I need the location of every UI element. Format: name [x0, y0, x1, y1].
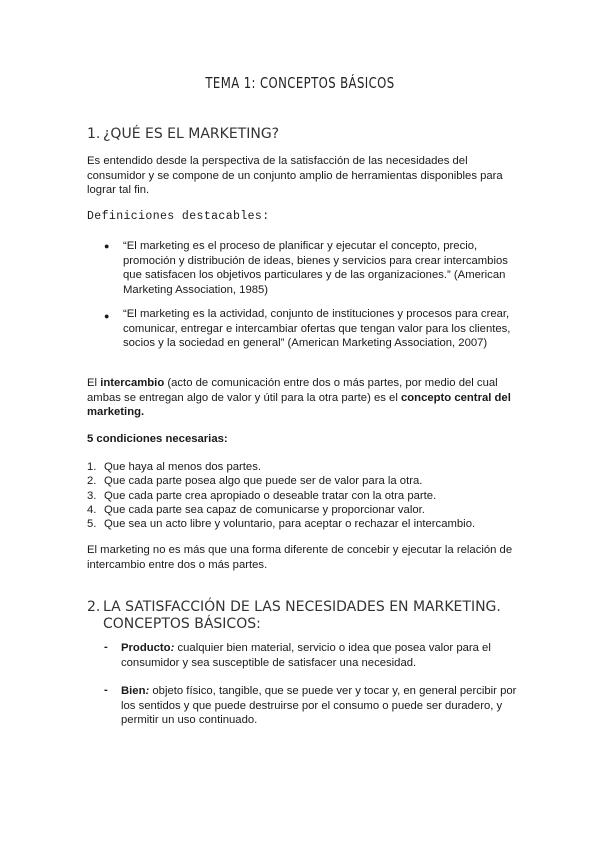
dash-marker: -: [104, 684, 108, 696]
section-1-number: 1.: [87, 126, 101, 142]
exchange-pre: El: [87, 377, 101, 389]
term-bien: Bien: [121, 685, 146, 697]
exchange-paragraph: [87, 376, 517, 420]
conditions-label: 5 condiciones necesarias:: [87, 433, 228, 445]
definitions-label: Definiciones destacables:: [87, 210, 270, 223]
exchange-mid: (acto de comunicación entre dos o más partes, por medio del cual ambas se entregan algo de valor y útil para la otra parte) es el: [87, 377, 498, 404]
bullet-icon: ●: [104, 311, 110, 321]
definition-bien: Bien: objeto físico, tangible, que se puede ver y tocar y, en general percibir por los sentidos y que puede destruirse por el consumo o puede ser duradero, y permitir un uso continuado.: [121, 685, 517, 727]
section-2-number: 2.: [87, 599, 101, 615]
document-page: TEMA 1: CONCEPTOS BÁSICOS 1. ¿QUÉ ES EL MARKETING? Es entendido desde la perspectiva de la satisfacción de las necesidades del consumidor y se compone de un conjunto amplio de herramientas disponibles para lograr tal fin. Definiciones destacables: ● “El marketing es el proceso de planificar y ejecutar el concepto, precio, promoción y distribución de ideas, bienes y servicios para crear intercambios que satisfacen los objetivos particulares y de las organizaciones.” (American Marketing Association, 1985) ● “El marketing es la actividad, conjunto de instituciones y procesos para crear, comunicar, entregar e intercambiar ofertas que tengan valor para los clientes, socios y la sociedad en general” (American Marketing Association, 2007) El intercambio (acto de comunicación entre dos o más partes, por medio del cual ambas se entregan algo de valor y útil para la otra parte) es el concepto central del marketing. 5 condiciones necesarias: 1. Que haya al menos dos partes. 2. Que cada parte posea algo que puede ser de valor para la otra. 3. Que cada parte crea apropiado o deseable tratar con la otra parte. 4. Que cada parte sea capaz de comunicarse y proporcionar valor. 5. Que sea un acto libre y voluntario, para aceptar o rechazar el intercambio. El marketing no es más que una forma diferente de concebir y ejecutar la relación de intercambio entre dos o más partes. 2. LA SATISFACCIÓN DE LAS NECESIDADES EN MARKETING. CONCEPTOS BÁSICOS: - Producto: cualquier bien material, servicio o idea que posea valor para el consumidor y sea susceptible de satisfacer una necesidad. - Bien: objeto físico, tangible, que se puede ver y tocar y, en general percibir por los sentidos y que puede destruirse por el consumo o puede ser duradero, y permitir un uso continuado.: [0, 0, 600, 848]
definition-producto: Producto: cualquier bien material, servicio o idea que posea valor para el consumidor y sea susceptible de satisfacer una necesidad.: [121, 642, 491, 669]
definition-2: “El marketing es la actividad, conjunto de instituciones y procesos para crear, comunicar, entregar e intercambiar ofertas que tengan valor para los clientes, socios y la sociedad en general” (American Marketing Association, 2007): [123, 308, 511, 350]
exchange-term: intercambio: [100, 377, 165, 389]
page-title: TEMA 1: CONCEPTOS BÁSICOS: [205, 74, 395, 92]
dash-marker: -: [104, 641, 108, 653]
intro-paragraph: Es entendido desde la perspectiva de la satisfacción de las necesidades del consumidor y se compone de un conjunto amplio de herramientas disponibles para lograr tal fin.: [87, 155, 503, 197]
closing-paragraph: El marketing no es más que una forma diferente de concebir y ejecutar la relación de intercambio entre dos o más partes.: [87, 544, 513, 571]
term-producto: Producto: [121, 642, 171, 654]
section-1-title: ¿QUÉ ES EL MARKETING?: [103, 126, 280, 142]
section-2-title: LA SATISFACCIÓN DE LAS NECESIDADES EN MARKETING. CONCEPTOS BÁSICOS:: [103, 599, 501, 632]
exchange-emph: concepto central del marketing.: [87, 391, 511, 419]
definition-1: “El marketing es el proceso de planificar y ejecutar el concepto, precio, promoción y distribución de ideas, bienes y servicios para crear intercambios que satisfacen los objetivos particulares y de las organizaciones.” (American Marketing Association, 1985): [123, 240, 508, 296]
bullet-icon: ●: [104, 241, 110, 251]
